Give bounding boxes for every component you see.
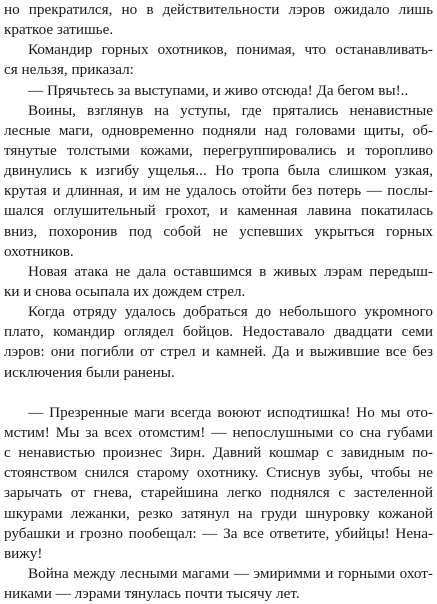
paragraph: [4, 0, 433, 40]
text-line: охотников.: [4, 242, 74, 260]
text-line: вниз, похоронив под собой не успевших укрыться горных: [4, 222, 433, 240]
text-line: плато, командир оглядел бойцов. Недоставало двадцати семи: [4, 323, 433, 341]
text-line: тянутые толстыми кожами, перегруппировались и торопливо: [4, 141, 433, 159]
document-page: [4, 0, 433, 604]
text-line: зарычать от гнева, старейшина легко поднялся с застеленной: [4, 484, 433, 502]
text-line: двинулись к изгибу ущелья... Но тропа была слишком узкая,: [4, 162, 433, 180]
paragraph: [4, 403, 433, 564]
paragraph: [4, 101, 433, 262]
text-line: лэров: они погибли от стрел и камней. Да и выжившие все без: [4, 343, 433, 361]
paragraph: [4, 302, 433, 383]
text-line: но прекратился, но в действительности лэров ожидало лишь: [4, 1, 433, 18]
text-line: шкурами лежанки, резко затянул на груди шнуровку кожаной: [4, 504, 433, 522]
paragraph: [4, 81, 433, 101]
text-line: ки и снова осыпала их дождем стрел.: [4, 282, 246, 300]
paragraph: [4, 40, 433, 80]
text-line: шался оглушительный грохот, и каменная лавина покатилась: [4, 202, 433, 220]
text-line: стоянством снился старому охотнику. Стиснув зубы, чтобы не: [4, 464, 433, 482]
text-line: Новая атака не дала оставшимся в живых лэрам передыш-: [28, 262, 433, 280]
text-line: — Прячьтесь за выступами, и живо отсюда! Да бегом вы!..: [28, 81, 409, 99]
text-line: крутая и длинная, и им не удалось отойти без потерь — послы-: [4, 182, 433, 200]
text-line: лесные маги, одновременно подняли над головами щиты, об-: [4, 121, 433, 139]
text-line: рубашки и грозно пообещал: — За все ответите, убийцы! Нена-: [4, 524, 433, 542]
text-line: — Презренные маги всегда воюют исподтишка! Но мы ото-: [28, 403, 433, 421]
text-line: вижу!: [4, 544, 43, 562]
text-line: Командир горных охотников, понимая, что останавливать-: [28, 41, 433, 59]
text-line: ся нельзя, приказал:: [4, 61, 134, 79]
text-line: мстим! Мы за всех отомстим! — непослушными со сна губами: [4, 423, 433, 441]
paragraph-gap: [4, 383, 433, 403]
text-line: Когда отряду удалось добраться до небольшого укромного: [28, 303, 433, 321]
paragraph: [4, 262, 433, 302]
text-line: Воины, взглянув на уступы, где прятались ненавистные: [28, 101, 433, 119]
paragraph: [4, 564, 433, 604]
text-line: с ненавистью произнес Зирн. Давний кошмар с завидным по-: [4, 444, 433, 462]
text-line: исключения были ранены.: [4, 363, 175, 381]
text-line: никами — лэрами тянулась почти тысячу лет.: [4, 585, 300, 603]
text-line: краткое затишье.: [4, 21, 114, 39]
text-line: Война между лесными магами — эмиримми и горными охот-: [28, 564, 433, 582]
